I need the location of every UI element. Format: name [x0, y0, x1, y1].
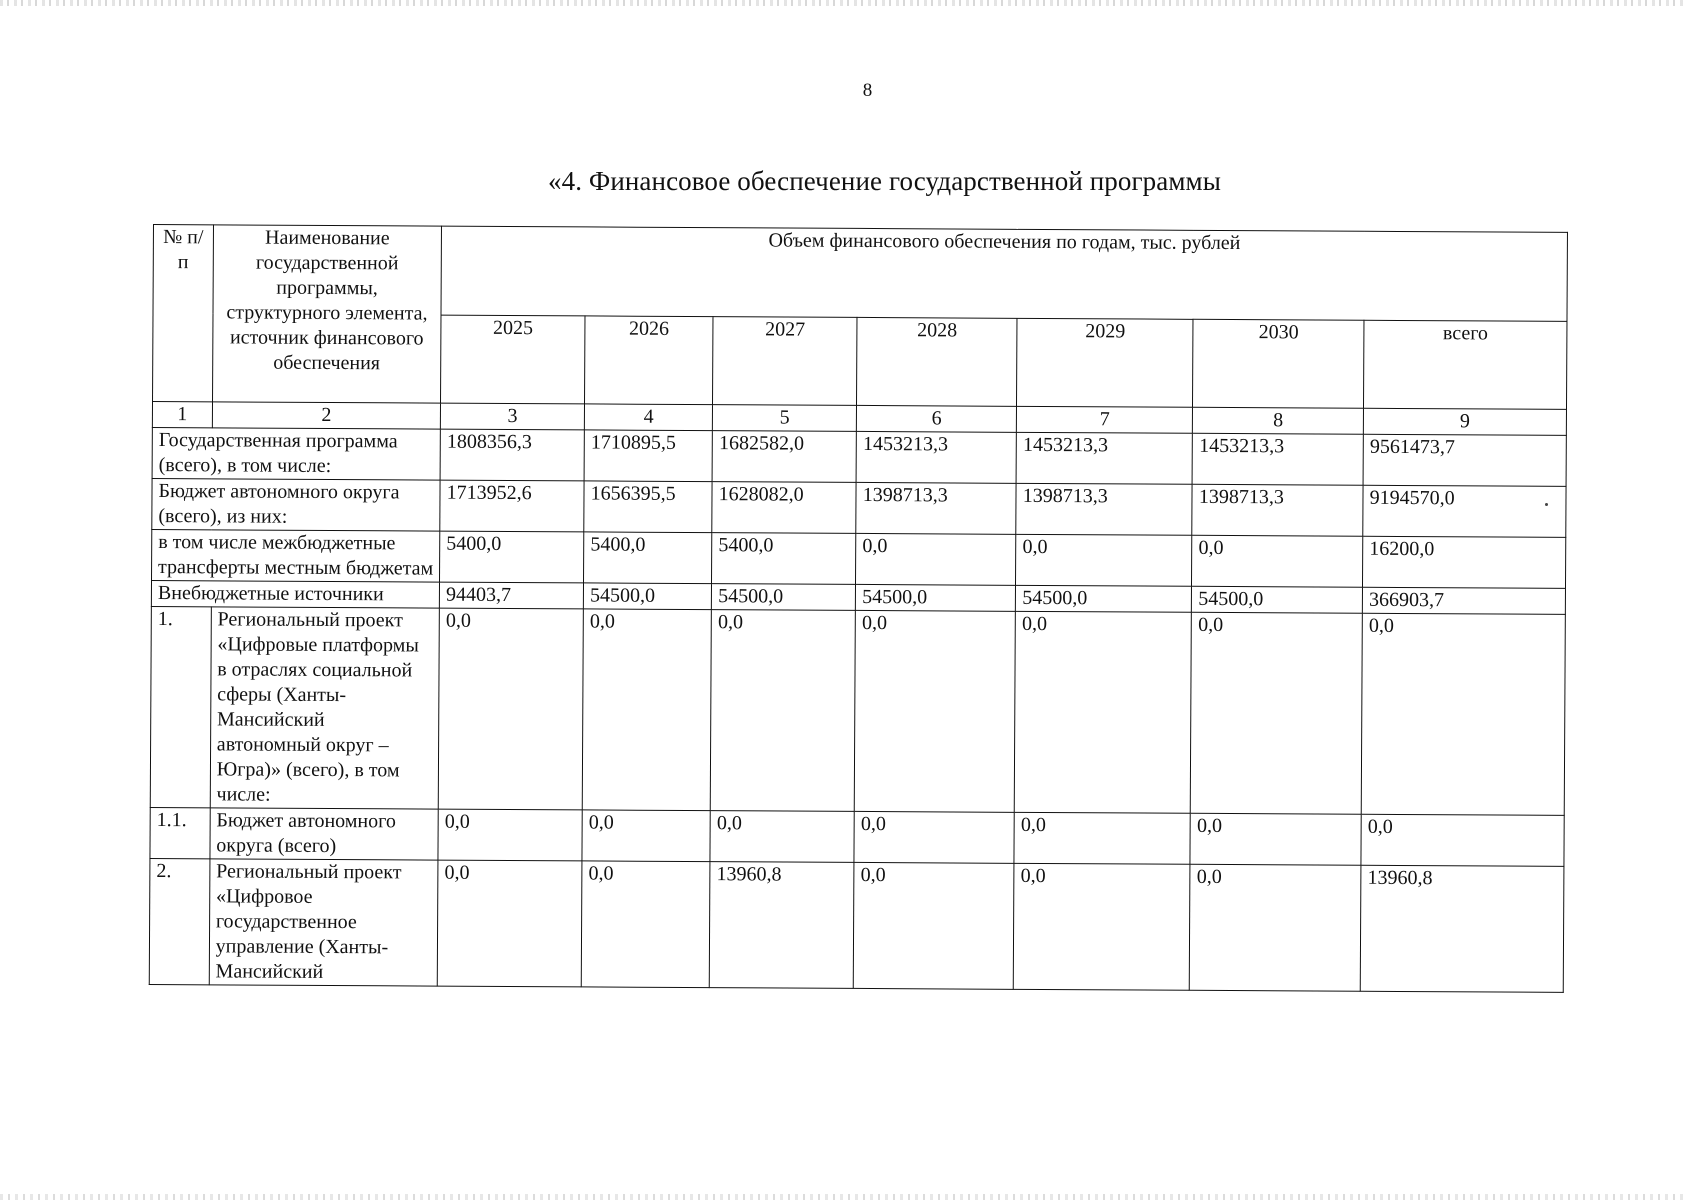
header-year: 2027: [713, 316, 858, 405]
row-value: 1398713,3: [856, 482, 1016, 534]
index-cell: 3: [440, 403, 584, 430]
row-total: 13960,8: [1360, 865, 1564, 992]
scan-edge-top: [0, 0, 1686, 6]
row-number: 1.1.: [150, 807, 210, 858]
header-year: 2025: [441, 315, 586, 404]
row-value: 1808356,3: [440, 429, 584, 481]
row-label: Региональный проект «Цифровое государственное управление (Ханты-Мансийский: [209, 859, 438, 986]
row-value: 94403,7: [439, 582, 583, 609]
row-label: Бюджет автономного округа (всего): [210, 808, 439, 860]
row-value: 0,0: [582, 810, 710, 862]
row-value: 5400,0: [584, 532, 712, 584]
row-value: 0,0: [1192, 535, 1363, 587]
row-label: Государственная программа (всего), в том числе:: [152, 427, 440, 480]
header-year: 2028: [857, 317, 1018, 406]
table-row: [152, 427, 1566, 486]
row-value: 0,0: [1016, 534, 1192, 586]
header-year: 2026: [585, 315, 714, 404]
index-cell: 7: [1017, 406, 1193, 433]
index-cell: 8: [1193, 407, 1364, 434]
index-cell: 4: [585, 404, 713, 431]
row-value: 0,0: [581, 861, 710, 988]
table-row: [149, 858, 1564, 992]
row-value: 54500,0: [856, 584, 1016, 611]
table-row: [152, 478, 1566, 537]
row-value: 0,0: [1190, 813, 1361, 865]
row-label: Бюджет автономного округа (всего), из них:: [152, 478, 440, 531]
row-value: 0,0: [1014, 863, 1191, 990]
row-value: 13960,8: [709, 862, 854, 989]
table-container: [149, 224, 1568, 993]
row-total: 0,0: [1361, 814, 1564, 866]
row-value: 0,0: [1014, 812, 1190, 864]
row-value: 54500,0: [584, 583, 712, 610]
row-value: 5400,0: [440, 531, 584, 583]
index-cell: 9: [1363, 408, 1566, 435]
row-total: 9561473,7: [1363, 434, 1566, 486]
row-label: в том числе межбюджетные трансферты местным бюджетам: [152, 529, 440, 582]
row-number: 2.: [149, 858, 209, 984]
row-value: 1398713,3: [1192, 484, 1363, 536]
row-value: 0,0: [854, 610, 1015, 812]
header-year: 2029: [1017, 318, 1194, 407]
row-value: 1713952,6: [440, 480, 584, 532]
row-total: 16200,0: [1363, 536, 1566, 588]
table-row: [150, 606, 1565, 815]
index-cell: 2: [212, 402, 441, 429]
row-label: Внебюджетные источники: [151, 580, 439, 608]
header-name-cell: Наименование государственной программы, структурного элемента, источник финансового обеспечения: [212, 225, 441, 403]
financing-table: [149, 224, 1568, 993]
row-value: 0,0: [1191, 612, 1363, 814]
table-row: [152, 529, 1566, 588]
scan-edge-bottom: [0, 1194, 1686, 1200]
row-value: 0,0: [438, 809, 582, 861]
header-row-top: [153, 225, 1567, 321]
row-label: Региональный проект «Цифровые платформы в отраслях социальной сферы (Ханты-Мансийский автономный округ – Югра)» (всего), в том числе:: [210, 607, 439, 809]
row-value: 0,0: [438, 608, 583, 810]
row-value: 1656395,5: [584, 481, 712, 533]
row-value: 54500,0: [1016, 585, 1192, 612]
row-value: 1628082,0: [712, 482, 856, 534]
row-value: 0,0: [856, 533, 1016, 585]
header-year: 2030: [1193, 319, 1364, 408]
row-value: 0,0: [854, 811, 1014, 863]
row-value: 1682582,0: [712, 431, 856, 483]
index-cell: 5: [713, 405, 857, 432]
row-value: 0,0: [1190, 864, 1361, 991]
row-value: 1453213,3: [1192, 433, 1363, 485]
index-cell: 1: [152, 402, 212, 428]
header-total: всего: [1364, 320, 1567, 410]
row-value: 54500,0: [712, 584, 856, 611]
row-value: 1453213,3: [856, 431, 1016, 483]
row-value: 1398713,3: [1016, 483, 1192, 535]
row-value: 0,0: [582, 609, 711, 811]
row-value: 5400,0: [712, 533, 856, 585]
header-number-cell: № п/п: [153, 225, 214, 402]
row-value: 1453213,3: [1016, 432, 1192, 484]
index-cell: 6: [857, 405, 1017, 432]
scan-speck: [1545, 503, 1548, 506]
row-total: 9194570,0: [1363, 485, 1566, 537]
header-group-cell: Объем финансового обеспечения по годам, тыс. рублей: [441, 226, 1567, 321]
row-total: 0,0: [1361, 613, 1565, 815]
row-number: 1.: [150, 606, 211, 807]
table-row: [150, 807, 1564, 866]
row-value: 0,0: [1015, 611, 1192, 813]
row-value: 54500,0: [1192, 586, 1363, 613]
row-value: 0,0: [710, 811, 854, 863]
row-total: 366903,7: [1362, 587, 1565, 614]
document-title: «4. Финансовое обеспечение государственной программы: [548, 166, 1221, 196]
row-value: 1710895,5: [584, 430, 712, 482]
page-number: 8: [862, 80, 873, 101]
row-value: 0,0: [710, 610, 855, 812]
row-value: 0,0: [853, 862, 1014, 989]
row-value: 0,0: [437, 860, 582, 987]
